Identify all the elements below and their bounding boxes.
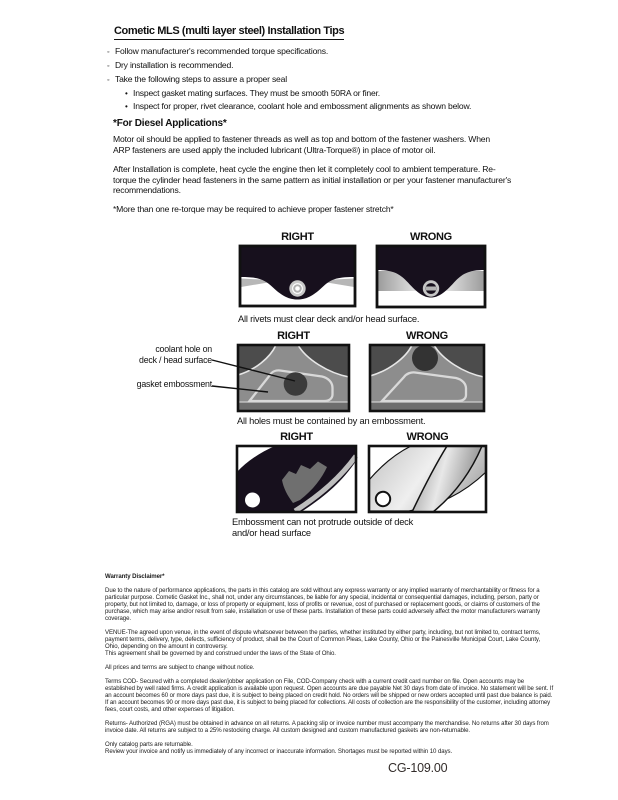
- legal-paragraph: Review your invoice and notify us immediately of any incorrect or inaccurate information. Shortages must be reported within 10 days.: [105, 748, 453, 755]
- coolant-hole-callout: coolant hole on deck / head surface: [139, 344, 212, 365]
- wrong-label: WRONG: [406, 330, 448, 342]
- protrusion-right-diagram: [235, 444, 358, 514]
- diesel-applications-heading: *For Diesel Applications*: [113, 118, 227, 129]
- figure-hole-wrong: [368, 330, 486, 413]
- right-label: RIGHT: [280, 431, 313, 443]
- dot-bullet-icon: •: [125, 102, 128, 111]
- rivet-right-diagram: [238, 244, 357, 308]
- tip-bullet: [107, 45, 471, 59]
- tip-bullet: [107, 73, 471, 87]
- retorque-note: *More than one re-torque may be required to achieve proper fastener stretch*: [113, 204, 394, 214]
- tip-text: Take the following steps to assure a proper seal: [115, 74, 287, 84]
- gasket-embossment-callout: gasket embossment: [136, 379, 212, 389]
- circle-bullet-icon: ◦: [107, 63, 110, 70]
- protrusion-caption: Embossment can not protrude outside of deck and/or head surface: [232, 517, 414, 538]
- coolant-hole-wrong-diagram: [368, 343, 486, 413]
- page-title: Cometic MLS (multi layer steel) Installation Tips: [114, 25, 344, 40]
- legal-paragraph: VENUE-The agreed upon venue, in the event of dispute whatsoever between the parties, whether instituted by either party, including, but not limited to, contract terms, payment terms, delivery, type, defects, sufficiency of product, shall be the Court of Common Pleas, Lake County, Ohio or the Painesville Municipal Court, Lake County, Ohio, depending on the amount in controversy.: [105, 629, 541, 650]
- legal-paragraph: Terms COD- Secured with a completed dealer/jobber application on File, COD-Company check with a current credit card number on file. Open accounts may be established by well rated firms. A credit application is available upon request. Open accounts are due payable Net 30 days from date of invoice. No statement will be sent. If an account becomes 60 or more days past due, it is subject to being placed on credit hold. No orders will be shipped or new orders accepted until past due balance is paid. If an account becomes 90 or more days past due, it is subject to being placed for collections. All costs of collection are the responsibility of the customer, including attorney fees, court costs, and other expenses of litigation.: [105, 678, 554, 713]
- installation-tips-list: [107, 45, 471, 113]
- hole-caption: All holes must be contained by an embossment.: [237, 416, 426, 426]
- legal-paragraph: Only catalog parts are returnable.: [105, 741, 193, 748]
- figure-protrude-right: [235, 431, 358, 514]
- circle-bullet-icon: ◦: [107, 49, 110, 56]
- legal-paragraph: All prices and terms are subject to change without notice.: [105, 664, 255, 671]
- right-label: RIGHT: [281, 231, 314, 243]
- diesel-paragraph-2: After Installation is complete, heat cycle the engine then let it completely cool to ambient temperature. Re-torque the cylinder head fasteners in the same pattern as initial installation or per your fastener manufacturer's recommendations.: [113, 164, 512, 196]
- protrusion-wrong-diagram: [367, 444, 488, 514]
- callout-leader-lines: [208, 352, 300, 398]
- rivet-caption: All rivets must clear deck and/or head surface.: [238, 314, 420, 324]
- legal-paragraph: This agreement shall be governed by and construed under the laws of the State of Ohio.: [105, 650, 336, 657]
- tip-sub-bullet: [125, 100, 471, 113]
- figure-protrude-wrong: [367, 431, 488, 514]
- right-label: RIGHT: [277, 330, 310, 342]
- legal-paragraph: Returns- Authorized (RGA) must be obtained in advance on all returns. A packing slip or invoice number must accompany the merchandise. No returns after 30 days from invoice date. All returns are subject to a 25% restocking charge. All custom designed and custom manufactured gaskets are non-returnable.: [105, 720, 549, 734]
- page-code: CG-109.00: [388, 761, 448, 775]
- diesel-paragraph-1: Motor oil should be applied to fastener threads as well as top and bottom of the fastener washers. When ARP fasteners are used apply the included lubricant (Ultra-Torque®) in place of motor oil.: [113, 134, 490, 155]
- circle-bullet-icon: ◦: [107, 77, 110, 84]
- figure-rivet-wrong: [375, 231, 487, 309]
- tip-text: Follow manufacturer's recommended torque specifications.: [115, 46, 329, 56]
- wrong-label: WRONG: [406, 431, 449, 443]
- figure-rivet-right: [238, 231, 357, 308]
- tip-text: Inspect gasket mating surfaces. They must be smooth 50RA or finer.: [133, 88, 380, 98]
- rivet-wrong-diagram: [375, 244, 487, 309]
- tip-sub-bullet: [125, 87, 471, 100]
- dot-bullet-icon: •: [125, 89, 128, 98]
- tip-bullet: [107, 59, 471, 73]
- tip-text: Inspect for proper, rivet clearance, coolant hole and embossment alignments as shown below.: [133, 101, 472, 111]
- wrong-label: WRONG: [410, 231, 452, 243]
- warranty-heading: Warranty Disclaimer*: [105, 573, 165, 580]
- warranty-disclaimer-block: [105, 573, 554, 755]
- legal-paragraph: Due to the nature of performance applications, the parts in this catalog are sold without any express warranty or any implied warranty of merchantability or fitness for a particular purpose. Cometic Gasket Inc., shall not, under any circumstances, be liable for any special, incidental or consequential damages, including, person, party or property, but not limited to, damage, or loss of property or equipment, loss of profits or revenue, cost of purchased or replacement goods, or claims of customers of the purchase, which may arise and/or result from sale, installation or use of these parts. Installation of these parts could adversely affect the motor manufacturers warranty coverage.: [105, 587, 541, 622]
- tip-text: Dry installation is recommended.: [115, 60, 234, 70]
